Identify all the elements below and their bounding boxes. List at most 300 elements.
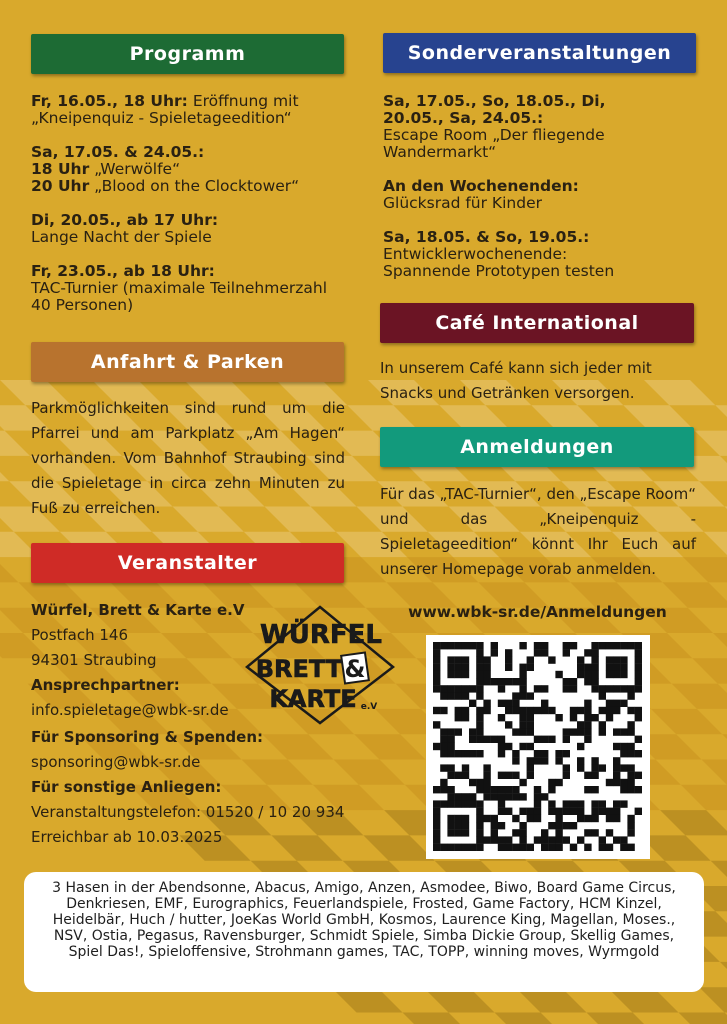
qr-module	[433, 707, 440, 714]
qr-module	[505, 793, 512, 800]
qr-module	[613, 664, 620, 671]
anfahrt-header: Anfahrt & Parken	[31, 342, 344, 382]
qr-module	[476, 779, 483, 786]
qr-module	[462, 800, 469, 807]
registration-url-link[interactable]: www.wbk-sr.de/Anmeldungen	[408, 603, 667, 621]
qr-module	[555, 844, 562, 851]
qr-module	[498, 685, 505, 692]
qr-module	[613, 728, 620, 735]
qr-module	[635, 671, 642, 678]
qr-module	[447, 800, 454, 807]
qr-module	[462, 793, 469, 800]
qr-module	[519, 743, 526, 750]
qr-module	[491, 736, 498, 743]
qr-module	[447, 736, 454, 743]
qr-module	[599, 844, 606, 851]
qr-module	[512, 772, 519, 779]
qr-module	[476, 800, 483, 807]
qr-module	[447, 642, 454, 649]
qr-module	[483, 772, 490, 779]
qr-module	[591, 664, 598, 671]
qr-module	[570, 707, 577, 714]
qr-module	[541, 649, 548, 656]
qr-module	[433, 822, 440, 829]
sonder-list	[383, 93, 633, 280]
programm-header: Programm	[31, 34, 344, 74]
qr-module	[498, 793, 505, 800]
qr-module	[433, 656, 440, 663]
qr-module	[455, 664, 462, 671]
qr-module	[606, 779, 613, 786]
qr-module	[505, 808, 512, 815]
qr-module	[483, 836, 490, 843]
other-label: Für sonstige Anliegen:	[31, 778, 222, 796]
qr-module	[483, 664, 490, 671]
qr-module	[447, 656, 454, 663]
qr-module	[541, 700, 548, 707]
qr-module	[476, 808, 483, 815]
qr-module	[613, 808, 620, 815]
qr-module	[512, 829, 519, 836]
qr-module	[599, 685, 606, 692]
qr-module	[498, 678, 505, 685]
qr-module	[476, 728, 483, 735]
qr-module	[476, 815, 483, 822]
qr-module	[555, 808, 562, 815]
qr-module	[512, 692, 519, 699]
qr-module	[469, 800, 476, 807]
qr-module	[635, 808, 642, 815]
qr-module	[505, 721, 512, 728]
organizer-name: Würfel, Brett & Karte e.V	[31, 601, 245, 619]
qr-module	[433, 800, 440, 807]
qr-module	[613, 779, 620, 786]
qr-module	[527, 692, 534, 699]
programm-event: Fr, 16.05., 18 Uhr: Eröffnung mit „Kneipenquiz - Spieletageedition“	[31, 92, 299, 127]
qr-module	[469, 728, 476, 735]
qr-module	[447, 728, 454, 735]
qr-module	[534, 800, 541, 807]
qr-module	[512, 750, 519, 757]
qr-module	[491, 642, 498, 649]
qr-module	[613, 815, 620, 822]
qr-module	[498, 743, 505, 750]
qr-module	[440, 707, 447, 714]
qr-module	[591, 829, 598, 836]
qr-module	[476, 836, 483, 843]
qr-module	[563, 822, 570, 829]
qr-module	[505, 700, 512, 707]
qr-module	[591, 642, 598, 649]
qr-module	[498, 800, 505, 807]
qr-module	[491, 829, 498, 836]
logo-word-3: KARTE	[269, 685, 357, 713]
qr-module	[620, 779, 627, 786]
qr-module	[599, 808, 606, 815]
qr-module	[577, 707, 584, 714]
qr-module	[577, 764, 584, 771]
qr-module	[627, 822, 634, 829]
qr-module	[527, 743, 534, 750]
qr-module	[548, 822, 555, 829]
qr-module	[534, 642, 541, 649]
qr-module	[599, 721, 606, 728]
qr-module	[491, 793, 498, 800]
qr-module	[527, 757, 534, 764]
qr-module	[483, 764, 490, 771]
qr-module	[606, 829, 613, 836]
qr-module	[433, 786, 440, 793]
qr-module	[563, 800, 570, 807]
qr-module	[527, 815, 534, 822]
qr-module	[548, 844, 555, 851]
qr-module	[620, 685, 627, 692]
qr-module	[620, 764, 627, 771]
qr-module	[462, 750, 469, 757]
qr-module	[620, 642, 627, 649]
qr-module	[584, 664, 591, 671]
qr-module	[606, 664, 613, 671]
qr-module	[577, 743, 584, 750]
qr-module	[433, 685, 440, 692]
qr-code[interactable]	[426, 635, 650, 859]
qr-module	[498, 750, 505, 757]
qr-module	[591, 815, 598, 822]
qr-module	[433, 808, 440, 815]
qr-module	[620, 743, 627, 750]
qr-module	[584, 728, 591, 735]
qr-module	[584, 772, 591, 779]
qr-module	[440, 736, 447, 743]
qr-module	[527, 728, 534, 735]
qr-module	[570, 822, 577, 829]
qr-module	[447, 844, 454, 851]
qr-module	[505, 707, 512, 714]
qr-module	[483, 815, 490, 822]
qr-module	[627, 642, 634, 649]
qr-module	[447, 793, 454, 800]
qr-module	[433, 671, 440, 678]
qr-module	[483, 656, 490, 663]
qr-module	[447, 764, 454, 771]
qr-module	[555, 815, 562, 822]
qr-module	[584, 829, 591, 836]
qr-module	[455, 714, 462, 721]
qr-module	[613, 707, 620, 714]
qr-module	[498, 844, 505, 851]
qr-module	[591, 714, 598, 721]
qr-module	[469, 793, 476, 800]
qr-module	[455, 671, 462, 678]
qr-module	[476, 656, 483, 663]
qr-module	[440, 743, 447, 750]
qr-module	[584, 786, 591, 793]
anmeldungen-header: Anmeldungen	[380, 427, 694, 467]
qr-module	[469, 685, 476, 692]
qr-module	[462, 671, 469, 678]
sonder-event: An den Wochenenden: Glücksrad für Kinder	[383, 177, 579, 212]
qr-module	[541, 685, 548, 692]
logo-ev: e.V	[360, 702, 378, 712]
qr-module	[447, 822, 454, 829]
qr-module	[440, 692, 447, 699]
qr-module	[447, 829, 454, 836]
qr-module	[599, 707, 606, 714]
qr-module	[491, 836, 498, 843]
qr-module	[577, 800, 584, 807]
qr-module	[606, 808, 613, 815]
qr-module	[584, 671, 591, 678]
qr-module	[577, 656, 584, 663]
qr-module	[577, 815, 584, 822]
qr-module	[483, 700, 490, 707]
qr-module	[635, 685, 642, 692]
qr-module	[527, 714, 534, 721]
qr-module	[584, 844, 591, 851]
qr-module	[548, 779, 555, 786]
qr-module	[591, 757, 598, 764]
qr-module	[433, 649, 440, 656]
qr-module	[563, 649, 570, 656]
qr-module	[563, 808, 570, 815]
qr-module	[440, 786, 447, 793]
qr-module	[613, 642, 620, 649]
qr-module	[534, 836, 541, 843]
qr-module	[599, 764, 606, 771]
qr-module	[483, 786, 490, 793]
qr-module	[519, 721, 526, 728]
qr-module	[577, 664, 584, 671]
qr-module	[555, 750, 562, 757]
qr-module	[620, 728, 627, 735]
qr-module	[541, 642, 548, 649]
qr-module	[512, 786, 519, 793]
qr-module	[563, 772, 570, 779]
qr-module	[635, 656, 642, 663]
sonder-event: Sa, 18.05. & So, 19.05.: Entwicklerwochenende: Spannende Prototypen testen	[383, 228, 615, 280]
qr-module	[519, 808, 526, 815]
qr-module	[469, 844, 476, 851]
qr-module	[519, 664, 526, 671]
qr-module	[599, 800, 606, 807]
qr-module	[433, 836, 440, 843]
qr-module	[606, 844, 613, 851]
qr-module	[447, 750, 454, 757]
qr-module	[584, 721, 591, 728]
qr-module	[505, 656, 512, 663]
qr-module	[498, 772, 505, 779]
qr-module	[534, 707, 541, 714]
qr-module	[527, 844, 534, 851]
qr-module	[519, 707, 526, 714]
qr-module	[469, 700, 476, 707]
sponsor-list: 3 Hasen in der Abendsonne, Abacus, Amigo, Anzen, Asmodee, Biwo, Board Game Circus, Denkriesen, EMF, Eurographics, Feuerlandspiele, Frosted, Game Factory, HCM Kinzel, Heidelbär, Huch / hutter, JoeKas World GmbH, Kosmos, Laurence King, Magellan, Moses., NSV, Ostia, Pegasus, Ravensburger, Schmidt Spiele, Simba Dickie Group, Skellig Games, Spiel Das!, Spieloffensive, Strohmann games, TAC, TOPP, winning moves, Wyrmgold	[24, 872, 704, 992]
qr-module	[570, 800, 577, 807]
sonder-event: Sa, 17.05., So, 18.05., Di, 20.05., Sa, 24.05.: Escape Room „Der fliegende Wandermarkt“	[383, 92, 606, 161]
cafe-header: Café International	[380, 303, 694, 343]
qr-module	[519, 678, 526, 685]
qr-module	[447, 815, 454, 822]
qr-module	[563, 736, 570, 743]
sonder-header: Sonderveranstaltungen	[383, 33, 696, 73]
qr-module	[577, 721, 584, 728]
qr-module	[440, 844, 447, 851]
qr-module	[476, 671, 483, 678]
qr-module	[613, 800, 620, 807]
qr-module	[476, 714, 483, 721]
qr-module	[591, 772, 598, 779]
qr-module	[599, 642, 606, 649]
qr-module	[577, 836, 584, 843]
qr-module	[620, 786, 627, 793]
qr-module	[527, 721, 534, 728]
qr-module	[599, 728, 606, 735]
qr-module	[606, 707, 613, 714]
qr-module	[635, 664, 642, 671]
qr-module	[512, 844, 519, 851]
qr-module	[440, 685, 447, 692]
qr-module	[613, 700, 620, 707]
qr-module	[433, 844, 440, 851]
programm-event: Di, 20.05., ab 17 Uhr: Lange Nacht der Spiele	[31, 211, 219, 246]
qr-module	[462, 815, 469, 822]
qr-module	[613, 671, 620, 678]
qr-module	[563, 642, 570, 649]
qr-module	[483, 779, 490, 786]
qr-module	[519, 829, 526, 836]
sponsor-email-link[interactable]: sponsoring@wbk-sr.de	[31, 753, 201, 771]
qr-module	[620, 656, 627, 663]
qr-module	[505, 743, 512, 750]
qr-module	[512, 728, 519, 735]
qr-module	[440, 764, 447, 771]
qr-module	[483, 707, 490, 714]
qr-module	[447, 772, 454, 779]
qr-module	[534, 649, 541, 656]
address-line: Postfach 146	[31, 626, 129, 644]
qr-module	[519, 671, 526, 678]
qr-module	[541, 750, 548, 757]
qr-module	[498, 700, 505, 707]
qr-module	[606, 700, 613, 707]
qr-module	[534, 808, 541, 815]
qr-module	[512, 815, 519, 822]
qr-module	[591, 671, 598, 678]
wbk-logo	[245, 605, 395, 725]
qr-module	[462, 714, 469, 721]
qr-module	[591, 786, 598, 793]
qr-module	[462, 656, 469, 663]
qr-module	[483, 736, 490, 743]
qr-module	[627, 779, 634, 786]
qr-module	[627, 815, 634, 822]
qr-module	[498, 808, 505, 815]
qr-module	[620, 664, 627, 671]
qr-module	[541, 829, 548, 836]
qr-module	[570, 685, 577, 692]
qr-module	[627, 829, 634, 836]
qr-module	[455, 800, 462, 807]
qr-module	[462, 844, 469, 851]
qr-module	[548, 800, 555, 807]
logo-ampersand: &	[344, 655, 366, 683]
qr-module	[627, 764, 634, 771]
qr-module	[563, 836, 570, 843]
qr-module	[498, 714, 505, 721]
qr-module	[498, 836, 505, 843]
qr-module	[519, 728, 526, 735]
qr-module	[613, 656, 620, 663]
qr-module	[606, 642, 613, 649]
qr-module	[627, 750, 634, 757]
qr-module	[433, 721, 440, 728]
qr-module	[613, 743, 620, 750]
qr-module	[591, 656, 598, 663]
qr-module	[584, 815, 591, 822]
qr-module	[440, 728, 447, 735]
qr-module	[512, 793, 519, 800]
qr-module	[627, 772, 634, 779]
qr-module	[534, 750, 541, 757]
qr-module	[476, 707, 483, 714]
qr-module	[627, 707, 634, 714]
qr-module	[541, 836, 548, 843]
qr-module	[462, 664, 469, 671]
qr-module	[570, 678, 577, 685]
qr-module	[519, 714, 526, 721]
qr-module	[555, 671, 562, 678]
qr-module	[591, 800, 598, 807]
qr-module	[505, 664, 512, 671]
qr-module	[440, 642, 447, 649]
qr-module	[462, 642, 469, 649]
qr-module	[627, 721, 634, 728]
qr-module	[527, 664, 534, 671]
qr-module	[483, 671, 490, 678]
qr-module	[505, 844, 512, 851]
programm-event: Sa, 17.05. & 24.05.: 18 Uhr „Werwölfe“ 20 Uhr „Blood on the Clocktower“	[31, 143, 300, 195]
qr-module	[519, 779, 526, 786]
qr-module	[548, 786, 555, 793]
qr-module	[577, 671, 584, 678]
qr-module	[433, 678, 440, 685]
qr-module	[505, 678, 512, 685]
qr-module	[555, 757, 562, 764]
qr-module	[505, 772, 512, 779]
qr-module	[584, 649, 591, 656]
qr-module	[613, 757, 620, 764]
qr-module	[455, 844, 462, 851]
qr-module	[440, 750, 447, 757]
qr-module	[440, 779, 447, 786]
qr-module	[512, 678, 519, 685]
qr-module	[505, 649, 512, 656]
qr-module	[462, 685, 469, 692]
qr-module	[548, 656, 555, 663]
qr-module	[447, 692, 454, 699]
qr-module	[469, 750, 476, 757]
qr-module	[491, 649, 498, 656]
qr-module	[599, 692, 606, 699]
qr-module	[433, 829, 440, 836]
contact-email-link[interactable]: info.spieletage@wbk-sr.de	[31, 701, 229, 719]
qr-module	[541, 844, 548, 851]
qr-module	[455, 692, 462, 699]
qr-module	[555, 822, 562, 829]
anfahrt-text: Parkmöglichkeiten sind rund um die Pfarrei und am Parkplatz „Am Hagen“ vorhanden. Vom Bahnhof Straubing sind die Spieletage in circa zehn Minuten zu Fuß zu erreichen.	[31, 399, 345, 517]
qr-module	[498, 822, 505, 829]
qr-module	[584, 714, 591, 721]
